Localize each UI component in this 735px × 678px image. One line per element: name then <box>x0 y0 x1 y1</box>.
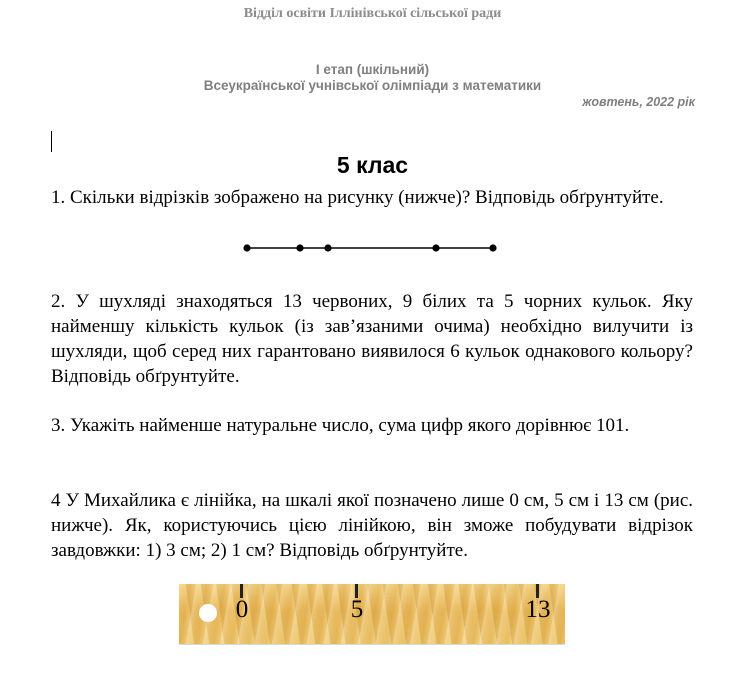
segment-point <box>432 244 439 251</box>
ruler-label-5: 5 <box>350 596 364 623</box>
ruler-image <box>179 584 565 645</box>
ruler-label-13: 13 <box>525 596 551 623</box>
segment-point <box>296 244 303 251</box>
task-1: 1. Скільки відрізків зображено на рисунку (нижче)? Відповідь обґрунтуйте. <box>51 187 664 208</box>
task-3: 3. Укажіть найменше натуральне число, сума цифр якого дорівнює 101. <box>51 415 630 436</box>
segments-figure <box>240 240 500 256</box>
stage-title: І етап (шкільний) <box>315 62 430 77</box>
text-cursor <box>51 131 52 152</box>
ruler-hole <box>199 604 217 622</box>
ruler-label-0: 0 <box>235 596 249 623</box>
segment-point <box>489 244 496 251</box>
date-label: жовтень, 2022 рік <box>582 95 695 109</box>
task-4: 4 У Михайлика є лінійка, на шкалі якої позначено лише 0 см, 5 см і 13 см (рис. нижче). Як, користуючись цією лінійкою, він зможе побудувати відрізок завдовжки: 1) 3 см; 2) 1 см? Відповідь обґрунтуйте. <box>51 490 693 561</box>
segment-point <box>324 244 331 251</box>
olympiad-title: Всеукраїнської учнівської олімпіади з математики <box>203 78 542 93</box>
department-header: Відділ освіти Іллінівської сільської ради <box>243 6 502 21</box>
grade-title: 5 клас <box>336 152 409 178</box>
segment-point <box>243 244 250 251</box>
task-2: 2. У шухляді знаходяться 13 червоних, 9 білих та 5 чорних кульок. Яку найменшу кількість кульок (із зав’язаними очима) необхідно вилучити із шухляди, щоб серед них гарантовано виявилося 6 кульок однакового кольору? Відповідь обґрунтуйте. <box>51 291 693 387</box>
